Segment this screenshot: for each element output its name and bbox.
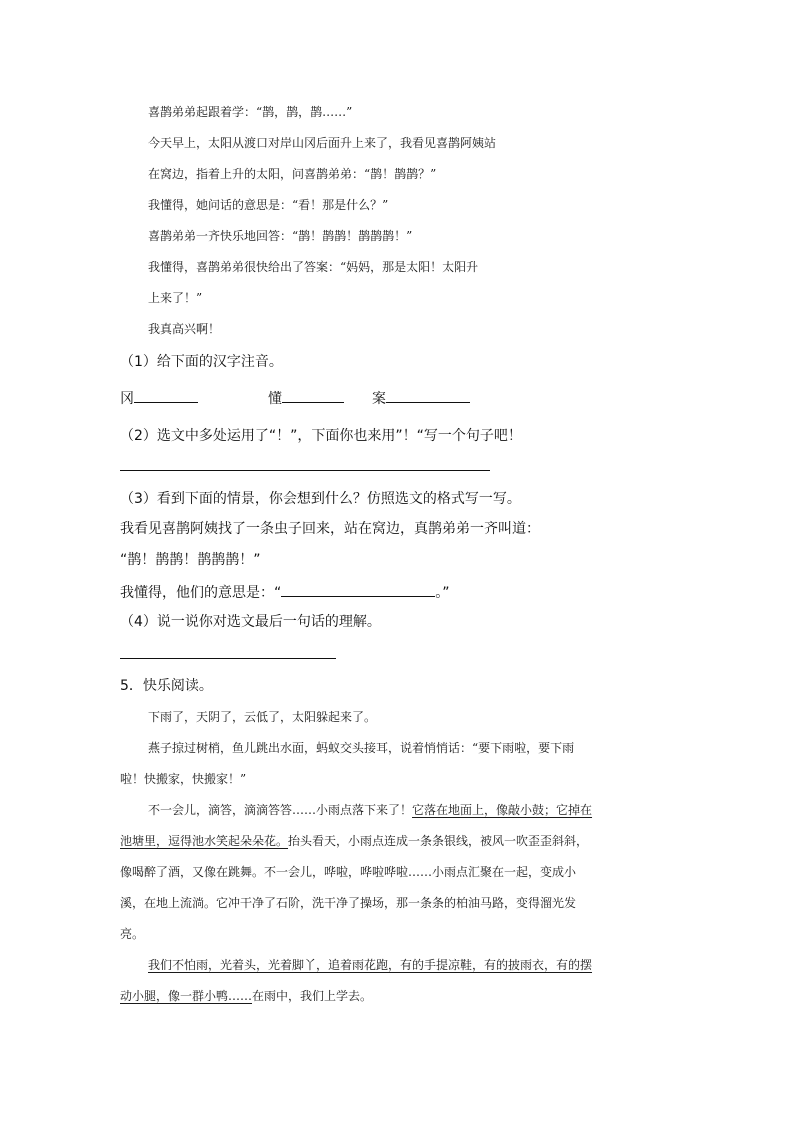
- section-5-para-2-line-2: 啦！快搬家，快搬家！”: [120, 772, 247, 786]
- question-3-line-1: 我看见喜鹊阿姨找了一条虫子回来，站在窝边，真鹊弟弟一齐叫道：: [120, 521, 540, 537]
- question-3-prompt: （3）看到下面的情景，你会想到什么？仿照选文的格式写一写。: [120, 491, 521, 507]
- story-line-4: 我懂得，她问话的意思是：“看！那是什么？”: [148, 198, 389, 212]
- section-5-para-3-line-4: 溪，在地上流淌。它冲干净了石阶，洗干净了操场，那一条条的柏油马路，变得溜光发: [120, 896, 577, 910]
- question-4-prompt: （4）说一说你对选文最后一句话的理解。: [120, 614, 381, 630]
- question-1-prompt: （1）给下面的汉字注音。: [120, 354, 283, 370]
- story-line-6: 我懂得，喜鹊弟弟很快给出了答案：“妈妈，那是太阳！太阳升: [148, 260, 479, 274]
- question-4-answer-line[interactable]: [120, 658, 336, 659]
- story-line-2: 今天早上，太阳从渡口对岸山冈后面升上来了，我看见喜鹊阿姨站: [148, 136, 497, 150]
- question-3-line-2: “鹊！鹊鹊！鹊鹊鹊！”: [120, 552, 261, 568]
- section-5-para-4-line-2: [120, 990, 372, 1002]
- section-5-title: 5．快乐阅读。: [120, 678, 213, 694]
- section-5-para-3-line-3: 像喝醉了酒，又像在跳舞。不一会儿，哗啦，哗啦哗啦……小雨点汇聚在一起，变成小: [120, 865, 577, 879]
- para-3-text-plain-1: 不一会儿，滴答，滴滴答答……小雨点落下来了！: [148, 803, 413, 817]
- question-3-prefix: 我懂得，他们的意思是：“: [120, 585, 282, 601]
- section-5-para-1: 下雨了，天阴了，云低了，太阳躲起来了。: [148, 710, 377, 724]
- section-5-para-3-line-1: [148, 804, 592, 816]
- para-4-text-underlined-2: 动小腿，像一群小鸭……: [120, 989, 253, 1003]
- question-3-suffix: 。”: [435, 585, 450, 601]
- pinyin-item-1: [120, 390, 198, 406]
- question-2-answer-line[interactable]: [120, 470, 490, 471]
- pinyin-item-3: [372, 390, 470, 406]
- story-line-3: 在窝边，指着上升的太阳，问喜鹊弟弟：“鹊！鹊鹊？”: [148, 167, 437, 181]
- question-2-prompt: （2）选文中多处运用了“！”，下面你也来用”！“写一个句子吧！: [120, 428, 522, 444]
- pinyin-blank-1[interactable]: [134, 390, 198, 403]
- pinyin-char-3: 案: [372, 391, 386, 407]
- para-3-text-underlined-2: 池塘里，逗得池水笑起朵朵花。: [120, 834, 289, 848]
- pinyin-blank-3[interactable]: [386, 390, 470, 403]
- para-4-text-underlined-1: 我们不怕雨，光着头，光着脚丫，追着雨花跑，有的手提凉鞋，有的披雨衣，有的摆: [148, 958, 593, 972]
- para-3-text-plain-2: 抬头看天，小雨点连成一条条银线，被风一吹歪歪斜斜，: [288, 834, 589, 848]
- story-line-1: 喜鹊弟弟起跟着学：“鹊，鹊，鹊……”: [148, 105, 353, 119]
- section-5-para-2-line-1: 燕子掠过树梢，鱼儿跳出水面，蚂蚁交头接耳，说着悄悄话：“要下雨啦，要下雨: [148, 741, 575, 755]
- section-5-para-3-line-2: [120, 835, 588, 847]
- pinyin-char-1: 冈: [120, 391, 134, 407]
- question-3-blank[interactable]: [281, 584, 435, 597]
- section-5-para-4-line-1: [148, 959, 592, 971]
- story-line-5: 喜鹊弟弟一齐快乐地回答：“鹊！鹊鹊！鹊鹊鹊！”: [148, 229, 413, 243]
- para-4-text-plain: 在雨中，我们上学去。: [252, 989, 373, 1003]
- story-line-7: 上来了！”: [148, 291, 203, 305]
- pinyin-blank-2[interactable]: [282, 390, 344, 403]
- question-3-line-3: [120, 584, 450, 600]
- pinyin-item-2: [268, 390, 344, 406]
- section-5-para-3-line-5: 亮。: [120, 927, 145, 941]
- pinyin-char-2: 懂: [268, 391, 282, 407]
- story-line-8: 我真高兴啊！: [148, 322, 221, 336]
- para-3-text-underlined-1: 它落在地面上，像敲小鼓；它掉在: [412, 803, 593, 817]
